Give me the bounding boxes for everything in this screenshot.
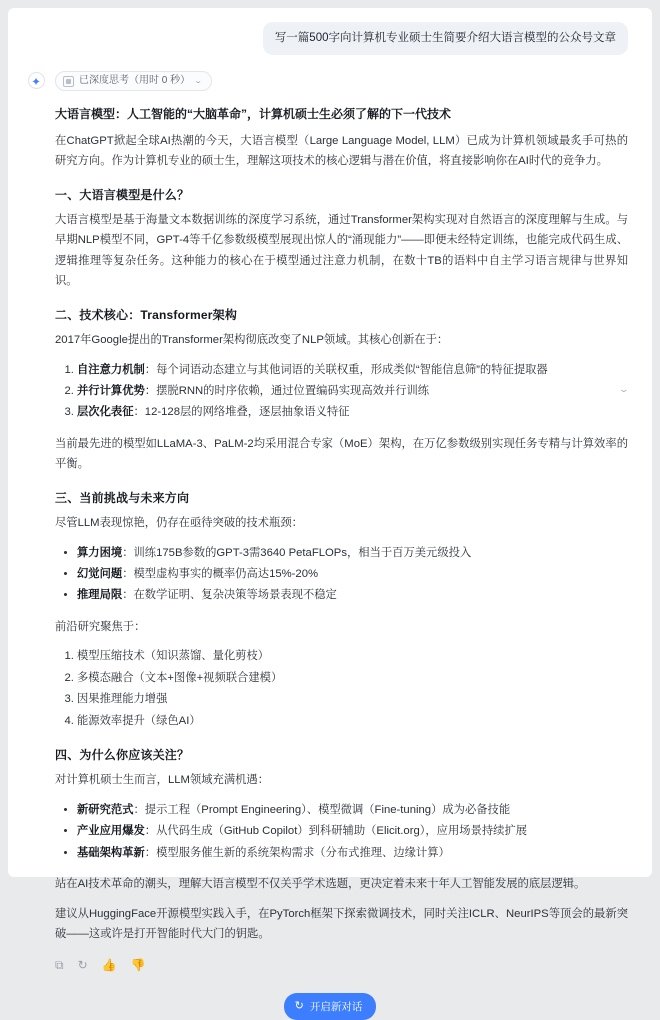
list-item-bold: 并行计算优势 bbox=[77, 385, 145, 398]
list-item bbox=[77, 543, 628, 564]
section-2-paragraph-1: 2017年Google提出的Transformer架构彻底改变了NLP领域。其核心创新在于： bbox=[55, 334, 449, 347]
list-item-bold: 产业应用爆发 bbox=[77, 825, 145, 838]
list-item: 2. 多模态融合（文本+图像+视频联合建模） bbox=[77, 668, 628, 689]
section-heading-1: 一、大语言模型是什么？ bbox=[55, 187, 190, 202]
list-item bbox=[77, 843, 628, 864]
list-item-text: ：从代码生成（GitHub Copilot）到科研辅助（Elicit.org），应用场景持续扩展 bbox=[144, 825, 528, 838]
list-item bbox=[77, 585, 628, 606]
list-item: 1. 模型压缩技术（知识蒸馏、量化剪枝） bbox=[77, 646, 628, 667]
list-item bbox=[77, 402, 628, 423]
section-4-bullet-list bbox=[55, 800, 628, 864]
closing-paragraph-1: 站在AI技术革命的潮头，理解大语言模型不仅关乎学术选题，更决定着未来十年人工智能发展的底层逻辑。 bbox=[55, 878, 586, 891]
section-3-mid-paragraph: 前沿研究聚焦于： bbox=[55, 620, 146, 633]
list-item bbox=[77, 564, 628, 585]
list-item-text: ：12-128层的网络堆叠，逐层抽象语义特征 bbox=[133, 406, 350, 419]
list-item-text: ：模型服务催生新的系统架构需求（分布式推理、边缘计算） bbox=[144, 846, 450, 859]
section-3-bullet-list bbox=[55, 543, 628, 607]
assistant-answer bbox=[55, 71, 628, 971]
list-item-text: ：在数学证明、复杂决策等场景表现不稳定 bbox=[122, 589, 337, 602]
list-item bbox=[77, 381, 628, 402]
list-item-text: ：摆脱RNN的时序依赖，通过位置编码实现高效并行训练 bbox=[144, 385, 430, 398]
answer-intro: 在ChatGPT掀起全球AI热潮的今天，大语言模型（Large Language Model, LLM）已成为计算机领域最炙手可热的研究方向。作为计算机专业的硕士生，理解这项技术的核心逻辑与潜在价值，将直接影响你在AI时代的竞争力。 bbox=[55, 134, 628, 168]
chat-window bbox=[8, 8, 652, 1013]
list-item-text: ：每个词语动态建立与其他词语的关联权重，形成类似“智能信息筛”的特征提取器 bbox=[144, 363, 548, 376]
user-message-bubble: 写一篇500字向计算机专业硕士生简要介绍大语言模型的公众号文章 bbox=[263, 22, 628, 55]
section-2-trailing-paragraph: 当前最先进的模型如LLaMA-3、PaLM-2均采用混合专家（MoE）架构，在万亿参数级别实现任务专精与计算效率的平衡。 bbox=[55, 437, 628, 471]
list-item-text: ：提示工程（Prompt Engineering）、模型微调（Fine-tuning）成为必备技能 bbox=[133, 803, 511, 816]
refresh-circle-icon: ↻ bbox=[294, 999, 304, 1012]
list-item: 4. 能源效率提升（绿色AI） bbox=[77, 711, 628, 732]
closing-paragraph-2: 建议从HuggingFace开源模型实践入手，在PyTorch框架下探索微调技术，同时关注ICLR、NeurIPS等顶会的最新突破——这或许是打开智能时代大门的钥匙。 bbox=[55, 907, 628, 941]
list-item bbox=[77, 821, 628, 842]
new-chat-label: 开启新对话 bbox=[309, 1000, 363, 1013]
refresh-icon[interactable]: ↻ bbox=[77, 957, 88, 972]
assistant-logo-icon bbox=[28, 72, 45, 89]
section-heading-4: 四、为什么你应该关注？ bbox=[55, 748, 190, 763]
list-item-text: ：训练175B参数的GPT-3需3640 PetaFLOPs，相当于百万美元级投入 bbox=[122, 546, 472, 559]
list-item-bold: 幻觉问题 bbox=[77, 568, 123, 581]
list-item bbox=[77, 800, 628, 821]
section-3-paragraph-1: 尽管LLM表现惊艳，仍存在亟待突破的技术瓶颈： bbox=[55, 517, 303, 530]
section-heading-2: 二、技术核心：Transformer架构 bbox=[55, 308, 238, 323]
section-heading-3: 三、当前挑战与未来方向 bbox=[55, 491, 190, 506]
list-item: 3. 因果推理能力增强 bbox=[77, 689, 628, 710]
deep-think-icon bbox=[63, 76, 74, 87]
deep-think-label: 已深度思考（用时 0 秒） bbox=[79, 75, 191, 87]
thumbs-up-icon[interactable]: 👍 bbox=[101, 957, 117, 972]
section-4-paragraph-1: 对计算机硕士生而言，LLM领域充满机遇： bbox=[55, 774, 270, 787]
chevron-down-icon[interactable]: ⌄ bbox=[618, 384, 630, 395]
list-item-bold: 层次化表征 bbox=[77, 406, 134, 419]
list-item-bold: 新研究范式 bbox=[77, 803, 134, 816]
section-2-list bbox=[55, 360, 628, 424]
copy-icon[interactable]: ⧉ bbox=[55, 957, 64, 972]
list-item bbox=[77, 360, 628, 381]
list-item-bold: 自注意力机制 bbox=[77, 363, 145, 376]
section-3-ordered-list bbox=[55, 646, 628, 732]
message-actions bbox=[55, 959, 628, 971]
list-item-bold: 基础架构革新 bbox=[77, 846, 145, 859]
chevron-down-icon[interactable]: ⌄ bbox=[193, 76, 204, 86]
chat-scroll-area[interactable] bbox=[8, 8, 652, 1013]
new-chat-area bbox=[8, 993, 652, 1020]
user-message-row bbox=[8, 22, 652, 55]
assistant-message bbox=[8, 71, 652, 971]
new-chat-button[interactable] bbox=[284, 993, 377, 1020]
list-item-bold: 推理局限 bbox=[77, 589, 123, 602]
answer-title: 大语言模型：人工智能的“大脑革命”，计算机硕士生必须了解的下一代技术 bbox=[55, 106, 452, 121]
list-item-bold: 算力困境 bbox=[77, 546, 123, 559]
list-item-text: ：模型虚构事实的概率仍高达15%-20% bbox=[122, 568, 319, 581]
thumbs-down-icon[interactable]: 👎 bbox=[130, 957, 146, 972]
deep-think-pill[interactable] bbox=[55, 71, 212, 91]
section-1-paragraph-1: 大语言模型是基于海量文本数据训练的深度学习系统，通过Transformer架构实现对自然语言的深度理解与生成。与早期NLP模型不同，GPT-4等千亿参数级模型展现出惊人的“涌现能力”——即便未经特定训练，也能完成代码生成、逻辑推理等复杂任务。这种能力的核心在于模型通过注意力机制，在数十TB的语料中自主学习语言规律与世界知识。 bbox=[55, 213, 628, 288]
